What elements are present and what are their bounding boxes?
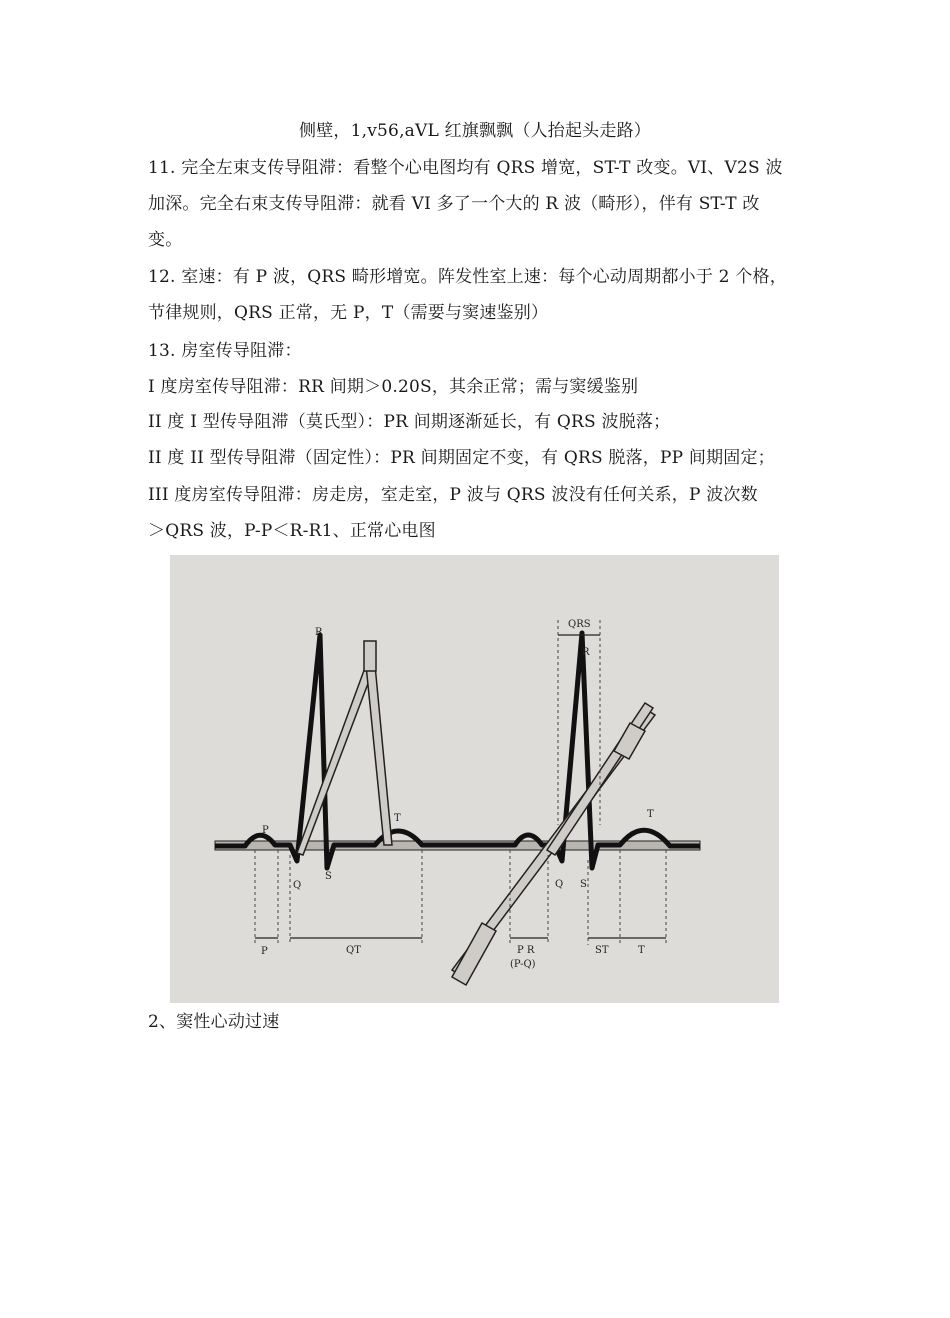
text-line-11: III 度房室传导阻滞：房走房，室走室，P 波与 QRS 波没有任何关系，P 波次数: [148, 485, 758, 505]
text-line-6: 节律规则，QRS 正常，无 P，T（需要与窦速鉴别）: [148, 303, 549, 323]
text-line-8: I 度房室传导阻滞：RR 间期＞0.20S，其余正常；需与窦缓鉴别: [148, 377, 639, 397]
label-t2: T: [647, 809, 654, 820]
text-line-13: 2、窦性心动过速: [148, 1012, 280, 1032]
label-qt: QT: [346, 945, 361, 956]
label-p1: P: [262, 825, 269, 836]
label-q2: Q: [555, 879, 564, 890]
label-r1: R: [315, 627, 323, 638]
text-line-1: 侧壁，1,v56,aVL 红旗飘飘（人抬起头走路）: [299, 121, 651, 141]
text-line-10: II 度 II 型传导阻滞（固定性）：PR 间期固定不变，有 QRS 脱落，PP 间期固定；: [148, 448, 775, 468]
label-t-interval: T: [638, 945, 645, 956]
label-t1: T: [394, 813, 401, 824]
label-pr: P R: [517, 945, 535, 956]
label-qrs: QRS: [568, 619, 591, 630]
ecg-diagram: [170, 555, 779, 1003]
text-line-12: ＞QRS 波，P-P＜R-R1、正常心电图: [148, 521, 436, 541]
text-line-9: II 度 I 型传导阻滞（莫氏型）：PR 间期逐渐延长，有 QRS 波脱落；: [148, 412, 671, 432]
label-r2: R: [582, 647, 590, 658]
label-pq: (P-Q): [510, 959, 536, 970]
text-line-2: 11. 完全左束支传导阻滞：看整个心电图均有 QRS 增宽，ST-T 改变。VI、V2S 波: [148, 158, 783, 178]
text-line-5: 12. 室速：有 P 波，QRS 畸形增宽。阵发性室上速：每个心动周期都小于 2 个格，: [148, 267, 787, 287]
text-line-4: 变。: [148, 230, 183, 250]
label-s1: S: [325, 871, 332, 882]
label-p-interval: P: [261, 946, 268, 957]
label-q1: Q: [293, 880, 302, 891]
caliper-1: [297, 641, 392, 855]
text-line-7: 13. 房室传导阻滞：: [148, 341, 302, 361]
label-s2: S: [580, 879, 587, 890]
text-line-3: 加深。完全右束支传导阻滞：就看 VI 多了一个大的 R 波（畸形），伴有 ST-T 改: [148, 194, 760, 214]
ecg-diagram-figure: [170, 555, 779, 1003]
label-st: ST: [595, 945, 609, 956]
